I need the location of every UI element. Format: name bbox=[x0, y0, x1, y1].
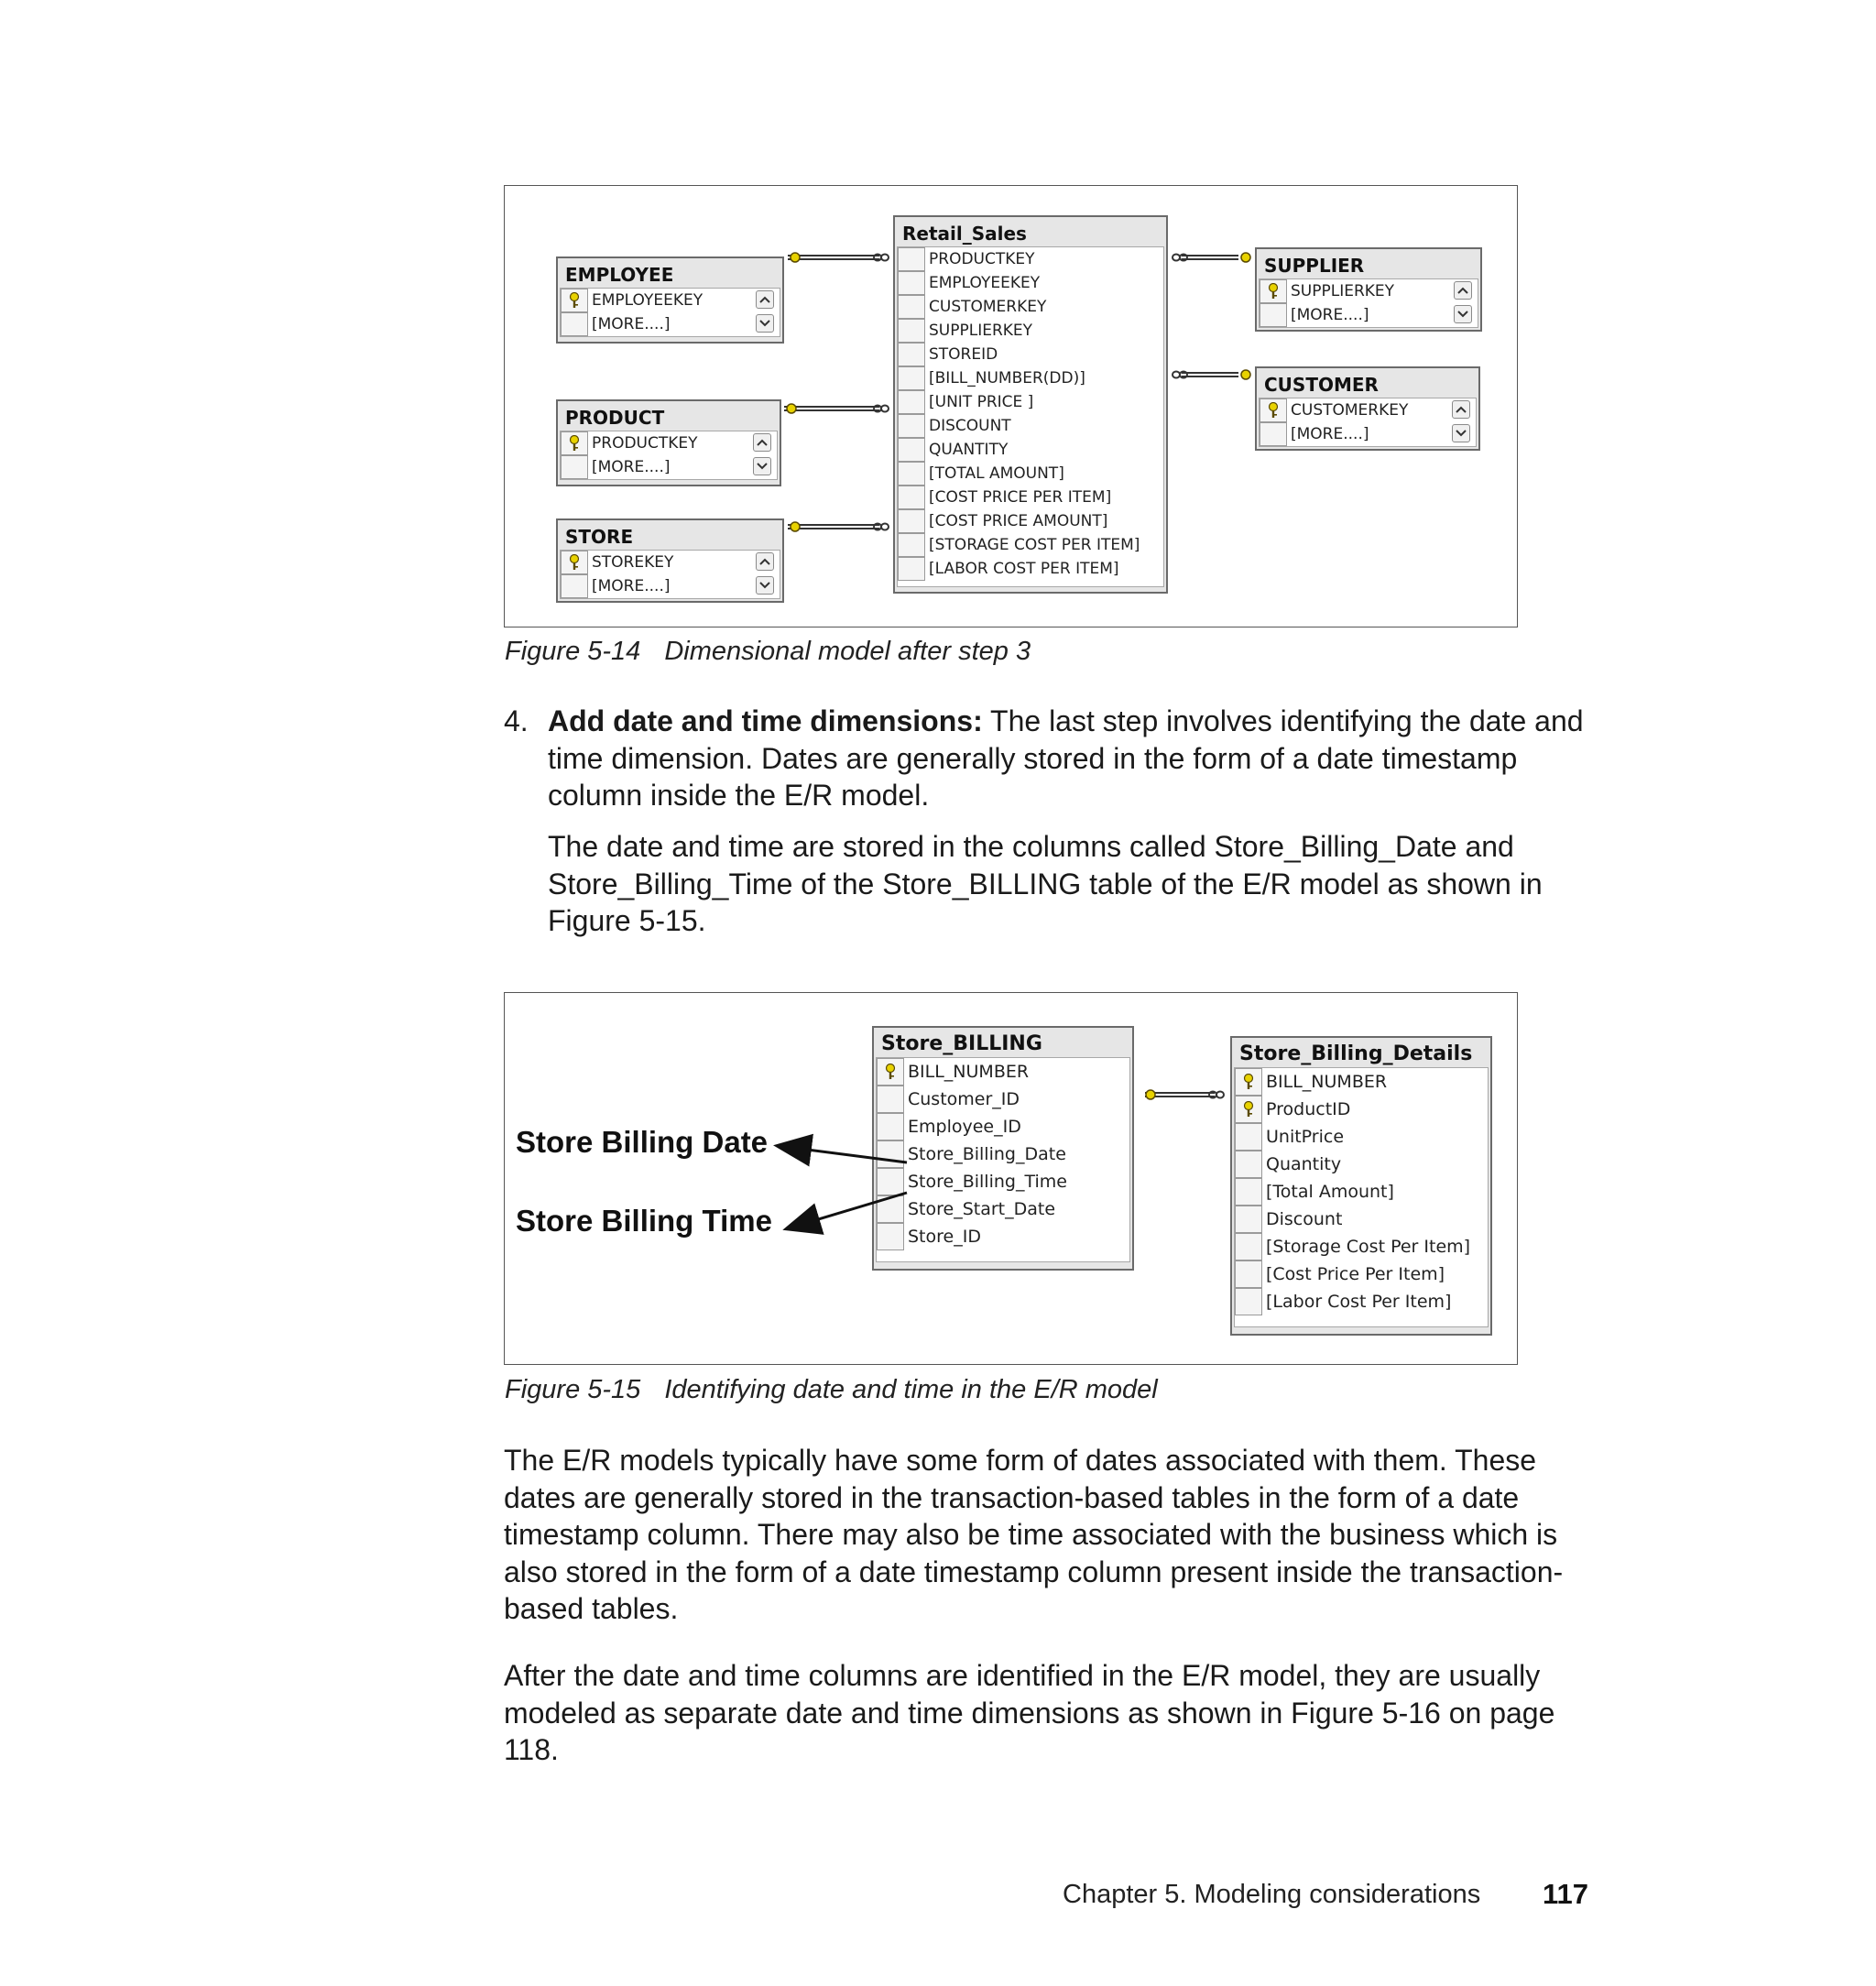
step-4-paragraph-2: The date and time are stored in the columns called Store_Billing_Date and Store_Billing_Time of the Store_BILLING table of the E/R model as shown in Figure 5-15. bbox=[548, 830, 1543, 937]
column-name: Store_ID bbox=[908, 1227, 981, 1247]
table-product[interactable] bbox=[556, 399, 781, 486]
column-name: SUPPLIERKEY bbox=[929, 322, 1033, 340]
column-marker bbox=[877, 1168, 904, 1195]
column-marker bbox=[898, 390, 925, 414]
column-name: Discount bbox=[1266, 1209, 1343, 1229]
column-name: BILL_NUMBER bbox=[908, 1062, 1030, 1082]
column-name: Store_Billing_Time bbox=[908, 1172, 1067, 1192]
column-name: CUSTOMERKEY bbox=[1291, 401, 1409, 420]
scroll-up-button[interactable] bbox=[1454, 281, 1472, 300]
column-name: PRODUCTKEY bbox=[592, 434, 698, 453]
column-name: [Labor Cost Per Item] bbox=[1266, 1292, 1452, 1312]
caption-number: Figure 5-14 bbox=[505, 637, 641, 666]
table-customer[interactable] bbox=[1255, 366, 1480, 451]
column-name: [UNIT PRICE ] bbox=[929, 393, 1034, 411]
column-marker bbox=[898, 414, 925, 438]
column-name: CUSTOMERKEY bbox=[929, 298, 1047, 316]
column-marker bbox=[877, 1113, 904, 1140]
column-marker bbox=[898, 557, 925, 581]
column-name: DISCOUNT bbox=[929, 417, 1011, 435]
table-columns bbox=[560, 431, 778, 480]
table-columns bbox=[897, 246, 1164, 587]
column-name: Store_Billing_Date bbox=[908, 1144, 1066, 1164]
column-name: [COST PRICE PER ITEM] bbox=[929, 488, 1112, 507]
scroll-up-button[interactable] bbox=[753, 433, 771, 452]
table-title: PRODUCT bbox=[565, 407, 665, 429]
column-marker bbox=[898, 366, 925, 390]
step-4-paragraph bbox=[548, 703, 1610, 814]
primary-key-icon bbox=[561, 431, 588, 455]
column-marker bbox=[898, 319, 925, 343]
table-title: Store_Billing_Details bbox=[1239, 1042, 1473, 1065]
column-marker bbox=[898, 271, 925, 295]
column-name: [TOTAL AMOUNT] bbox=[929, 464, 1064, 483]
column-name: [STORAGE COST PER ITEM] bbox=[929, 536, 1140, 554]
table-columns bbox=[560, 550, 780, 599]
column-name: [BILL_NUMBER(DD)] bbox=[929, 369, 1085, 387]
body-paragraph-1: The E/R models typically have some form of dates associated with them. These dates are generally stored in the transaction-based tables in the form of a date timestamp column. There may also be time associated with the business which is also stored in the form of a date timestamp column present inside the transaction-based tables. bbox=[504, 1444, 1564, 1625]
primary-key-icon bbox=[561, 289, 588, 312]
column-name: Customer_ID bbox=[908, 1089, 1020, 1109]
figure-5-15-caption bbox=[505, 1375, 1158, 1405]
column-marker bbox=[898, 343, 925, 366]
column-marker bbox=[898, 462, 925, 486]
column-name: [MORE....] bbox=[592, 458, 671, 476]
column-marker bbox=[1235, 1123, 1262, 1151]
table-title: Retail_Sales bbox=[902, 223, 1027, 245]
table-employee[interactable] bbox=[556, 256, 784, 344]
caption-text: Identifying date and time in the E/R model bbox=[664, 1375, 1158, 1404]
column-name: Store_Start_Date bbox=[908, 1199, 1056, 1219]
column-name: PRODUCTKEY bbox=[929, 250, 1035, 268]
primary-key-icon bbox=[1235, 1068, 1262, 1096]
step-text: The last step involves identifying the date and time dimension. Dates are generally stored in the form of a date timestamp column inside the E/R model. bbox=[548, 704, 1584, 812]
column-name: [MORE....] bbox=[1291, 306, 1369, 324]
table-columns bbox=[560, 288, 780, 337]
column-marker bbox=[877, 1195, 904, 1223]
table-retail-sales[interactable] bbox=[893, 215, 1168, 594]
column-name: Employee_ID bbox=[908, 1117, 1021, 1137]
caption-text: Dimensional model after step 3 bbox=[664, 637, 1031, 666]
column-name: [Total Amount] bbox=[1266, 1182, 1394, 1202]
table-title: Store_BILLING bbox=[881, 1032, 1042, 1055]
table-title: CUSTOMER bbox=[1264, 374, 1379, 396]
column-marker bbox=[561, 574, 588, 598]
table-store-billing-details[interactable] bbox=[1230, 1036, 1492, 1336]
primary-key-icon bbox=[1260, 398, 1287, 422]
column-name: EMPLOYEEKEY bbox=[592, 291, 704, 310]
column-marker bbox=[898, 438, 925, 462]
figure-5-14-caption bbox=[505, 637, 1031, 667]
column-name: [Storage Cost Per Item] bbox=[1266, 1237, 1471, 1257]
scroll-down-button[interactable] bbox=[1454, 305, 1472, 323]
table-title: SUPPLIER bbox=[1264, 255, 1365, 277]
column-marker bbox=[898, 509, 925, 533]
column-marker bbox=[561, 455, 588, 479]
step-number: 4. bbox=[504, 704, 529, 737]
table-supplier[interactable] bbox=[1255, 247, 1482, 332]
column-name: Quantity bbox=[1266, 1154, 1342, 1174]
table-columns bbox=[1259, 278, 1478, 328]
column-marker bbox=[877, 1140, 904, 1168]
table-title: EMPLOYEE bbox=[565, 264, 674, 286]
column-name: [LABOR COST PER ITEM] bbox=[929, 560, 1119, 578]
column-marker bbox=[561, 312, 588, 336]
column-name: [COST PRICE AMOUNT] bbox=[929, 512, 1108, 530]
column-marker bbox=[898, 295, 925, 319]
column-name: [MORE....] bbox=[592, 577, 671, 595]
table-store-billing[interactable] bbox=[872, 1026, 1134, 1271]
column-name: STOREID bbox=[929, 345, 998, 364]
column-name: STOREKEY bbox=[592, 553, 674, 572]
column-marker bbox=[1260, 422, 1287, 446]
page-number: 117 bbox=[1543, 1878, 1589, 1910]
column-name: EMPLOYEEKEY bbox=[929, 274, 1041, 292]
column-marker bbox=[877, 1086, 904, 1113]
column-marker bbox=[1235, 1206, 1262, 1233]
column-marker bbox=[898, 486, 925, 509]
column-name: SUPPLIERKEY bbox=[1291, 282, 1395, 300]
primary-key-icon bbox=[1235, 1096, 1262, 1123]
scroll-down-button[interactable] bbox=[1452, 424, 1470, 442]
scroll-up-button[interactable] bbox=[756, 290, 774, 309]
scroll-up-button[interactable] bbox=[756, 552, 774, 571]
column-name: [Cost Price Per Item] bbox=[1266, 1264, 1445, 1284]
column-name: QUANTITY bbox=[929, 441, 1009, 459]
column-marker bbox=[1235, 1178, 1262, 1206]
column-name: ProductID bbox=[1266, 1099, 1351, 1119]
table-columns bbox=[1259, 398, 1477, 447]
scroll-down-button[interactable] bbox=[756, 314, 774, 333]
column-marker bbox=[1235, 1288, 1262, 1315]
column-marker bbox=[898, 247, 925, 271]
scroll-down-button[interactable] bbox=[753, 457, 771, 475]
column-marker bbox=[1235, 1233, 1262, 1260]
scroll-up-button[interactable] bbox=[1452, 400, 1470, 419]
primary-key-icon bbox=[1260, 279, 1287, 303]
column-marker bbox=[877, 1223, 904, 1250]
scroll-down-button[interactable] bbox=[756, 576, 774, 595]
table-store[interactable] bbox=[556, 518, 784, 603]
column-marker bbox=[1235, 1151, 1262, 1178]
column-marker bbox=[898, 533, 925, 557]
table-title: STORE bbox=[565, 526, 634, 548]
primary-key-icon bbox=[877, 1058, 904, 1086]
column-name: UnitPrice bbox=[1266, 1127, 1345, 1147]
table-columns bbox=[1234, 1067, 1489, 1327]
column-name: BILL_NUMBER bbox=[1266, 1072, 1388, 1092]
label-store-billing-time: Store Billing Time bbox=[516, 1204, 772, 1238]
body-paragraph-2: After the date and time columns are identified in the E/R model, they are usually modeled as separate date and time dimensions as shown in Figure 5-16 on page 118. bbox=[504, 1659, 1555, 1766]
footer-chapter: Chapter 5. Modeling considerations bbox=[1063, 1880, 1481, 1909]
table-columns bbox=[876, 1057, 1130, 1262]
caption-number: Figure 5-15 bbox=[505, 1375, 641, 1404]
column-name: [MORE....] bbox=[1291, 425, 1369, 443]
step-heading: Add date and time dimensions: bbox=[548, 704, 983, 737]
label-store-billing-date: Store Billing Date bbox=[516, 1125, 769, 1159]
primary-key-icon bbox=[561, 551, 588, 574]
column-name: [MORE....] bbox=[592, 315, 671, 333]
column-marker bbox=[1260, 303, 1287, 327]
column-marker bbox=[1235, 1260, 1262, 1288]
